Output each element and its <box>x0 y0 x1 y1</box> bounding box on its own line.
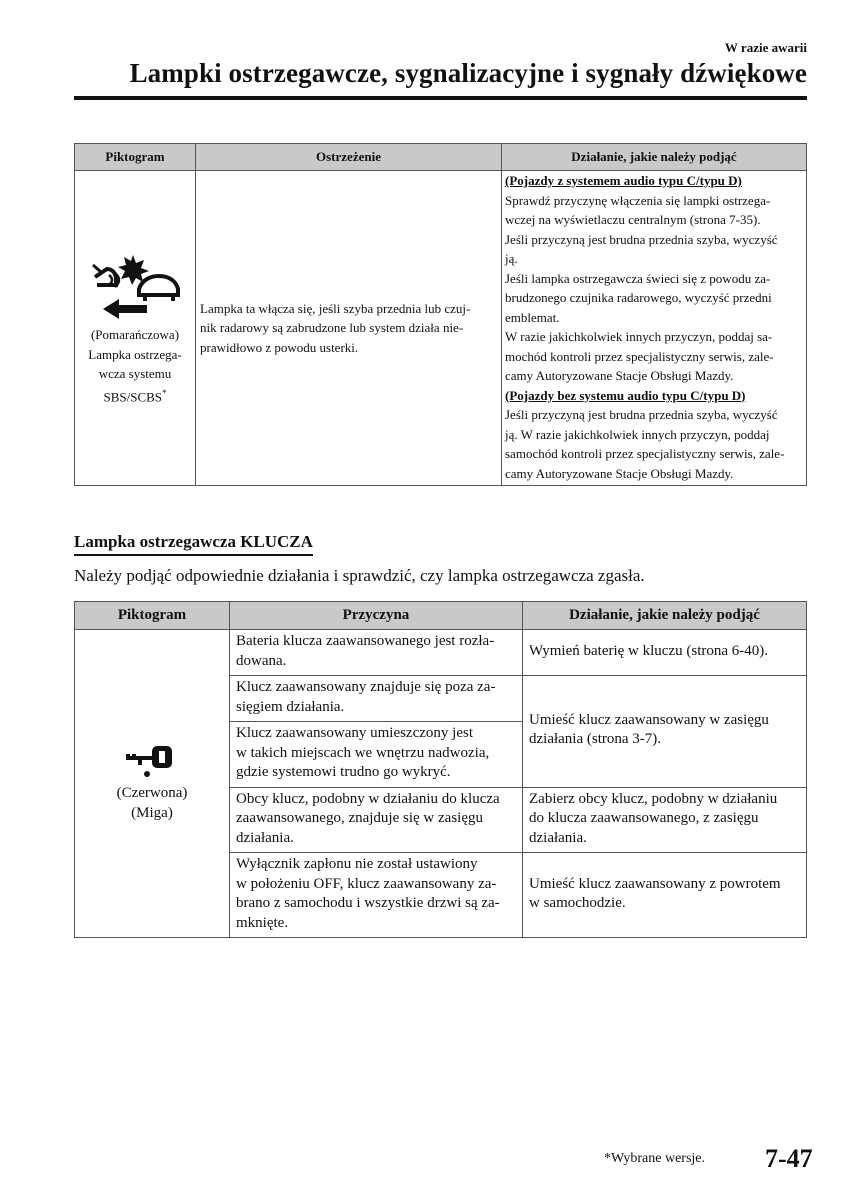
cause-line: gdzie systemowi trudno go wykryć. <box>236 764 451 780</box>
column-header-action: Działanie, jakie należy podjąć <box>523 602 807 630</box>
action-line: Umieść klucz zaawansowany z powrotem <box>529 875 781 892</box>
column-header-pictogram: Piktogram <box>75 602 230 630</box>
cause-line: brano z samochodu i wszystkie drzwi są za- <box>236 895 500 911</box>
action-line: wczej na wyświetlaczu centralnym (strona 7-35). <box>505 212 761 227</box>
cause-cell <box>230 630 523 676</box>
column-header-cause: Przyczyna <box>230 602 523 630</box>
pictogram-system-name: SBS/SCBS <box>103 389 163 405</box>
pictogram-cell <box>75 630 230 938</box>
action-cell <box>523 676 807 788</box>
action-line: do klucza zaawansowanego, z zasięgu <box>529 810 759 826</box>
action-line: mochód kontroli przez specjalistyczny serwis, zale- <box>505 348 774 364</box>
warning-line: Lampka ta włącza się, jeśli szyba przednia lub czuj- <box>200 300 471 316</box>
pictogram-label-3: wcza systemu <box>98 366 172 382</box>
pictogram-cell <box>75 171 196 486</box>
cause-line: w takich miejscach we wnętrzu nadwozia, <box>236 744 490 761</box>
action-line: brudzonego czujnika radarowego, wyczyść przedni <box>505 290 772 305</box>
cause-cell <box>230 853 523 938</box>
action-cell <box>523 853 807 938</box>
page-title: Lampki ostrzegawcze, sygnalizacyjne i sygnały dźwiękowe <box>129 58 807 88</box>
action-line: samochód kontroli przez specjalistyczny serwis, zale- <box>505 446 785 461</box>
action-line: Umieść klucz zaawansowany w zasięgu <box>529 711 769 728</box>
column-header-pictogram: Piktogram <box>75 144 196 171</box>
action-line: ją. <box>505 251 518 266</box>
cause-line: mknięte. <box>236 914 289 931</box>
action-line: Wymień baterię w kluczu (strona 6-40). <box>529 642 769 659</box>
cause-line: Wyłącznik zapłonu nie został ustawiony <box>236 856 478 872</box>
pictogram-color-label: (Czerwona) <box>116 785 188 801</box>
table-header-row <box>75 144 807 171</box>
cause-line: Klucz zaawansowany umieszczony jest <box>236 725 473 741</box>
pictogram-label-2: Lampka ostrzega- <box>88 346 182 362</box>
action-line: camy Autoryzowane Stacje Obsługi Mazdy. <box>505 368 734 383</box>
page-number: 7-47 <box>765 1144 813 1173</box>
action-cell <box>502 171 807 486</box>
warning-line: nik radarowy są zabrudzone lub system działa nie- <box>200 320 464 336</box>
cause-cell <box>230 722 523 788</box>
pictogram-state-label: (Miga) <box>131 804 173 821</box>
cause-line: zaawansowanego, znajduje się w zasięgu <box>236 810 483 826</box>
table-row <box>75 171 807 486</box>
cause-cell <box>230 787 523 853</box>
footnote-mark: * <box>162 387 167 398</box>
action-line: ją. W razie jakichkolwiek innych przyczyn, poddaj <box>505 426 770 442</box>
warning-line: prawidłowo z powodu usterki. <box>200 339 359 355</box>
action-line: Sprawdź przyczynę włączenia się lampki ostrzega- <box>505 192 771 208</box>
cause-line: w położeniu OFF, klucz zaawansowany za- <box>236 875 497 892</box>
action-line: W razie jakichkolwiek innych przyczyn, poddaj sa- <box>505 329 773 344</box>
action-line: camy Autoryzowane Stacje Obsługi Mazdy. <box>505 465 734 481</box>
warning-cell <box>196 171 502 486</box>
cause-cell <box>230 676 523 722</box>
cause-line: Obcy klucz, podobny w działaniu do klucza <box>236 790 500 807</box>
key-warning-table <box>74 601 807 938</box>
cause-line: Klucz zaawansowany znajduje się poza za- <box>236 679 496 695</box>
action-subheading-without-audio: (Pojazdy bez systemu audio typu C/typu D) <box>505 387 746 403</box>
action-line: emblemat. <box>505 309 560 325</box>
cause-line: Bateria klucza zaawansowanego jest rozła- <box>236 633 495 649</box>
sbs-warning-table <box>74 143 807 486</box>
table-row <box>75 630 807 676</box>
sbs-scbs-warning-icon <box>87 249 183 319</box>
pictogram-label-4 <box>79 384 191 407</box>
action-cell <box>523 630 807 676</box>
cause-line: działania. <box>236 829 294 846</box>
action-line: Jeśli przyczyną jest brudna przednia szyba, wyczyść <box>505 407 778 422</box>
action-subheading-with-audio: (Pojazdy z systemem audio typu C/typu D) <box>505 173 742 188</box>
action-line: Zabierz obcy klucz, podobny w działaniu <box>529 790 778 807</box>
footnote: *Wybrane wersje. <box>604 1151 706 1166</box>
column-header-action: Działanie, jakie należy podjąć <box>502 144 807 171</box>
column-header-warning: Ostrzeżenie <box>196 144 502 171</box>
table-header-row <box>75 602 807 630</box>
action-line: działania (strona 3-7). <box>529 731 662 748</box>
action-line: działania. <box>529 829 587 846</box>
action-line: Jeśli lampka ostrzegawcza świeci się z powodu za- <box>505 270 771 286</box>
pictogram-label-1: (Pomarańczowa) <box>90 327 180 343</box>
section-heading-key-warning: Lampka ostrzegawcza KLUCZA <box>74 532 313 556</box>
action-line: w samochodzie. <box>529 895 626 911</box>
action-cell <box>523 787 807 853</box>
cause-line: sięgiem działania. <box>236 698 345 715</box>
section-intro: Należy podjąć odpowiednie działania i sprawdzić, czy lampka ostrzegawcza zgasła. <box>74 566 645 585</box>
section-tag: W razie awarii <box>724 40 807 55</box>
cause-line: dowana. <box>236 652 287 669</box>
title-rule <box>74 96 807 100</box>
action-line: Jeśli przyczyną jest brudna przednia szyba, wyczyść <box>505 231 778 247</box>
key-warning-icon <box>124 742 180 778</box>
